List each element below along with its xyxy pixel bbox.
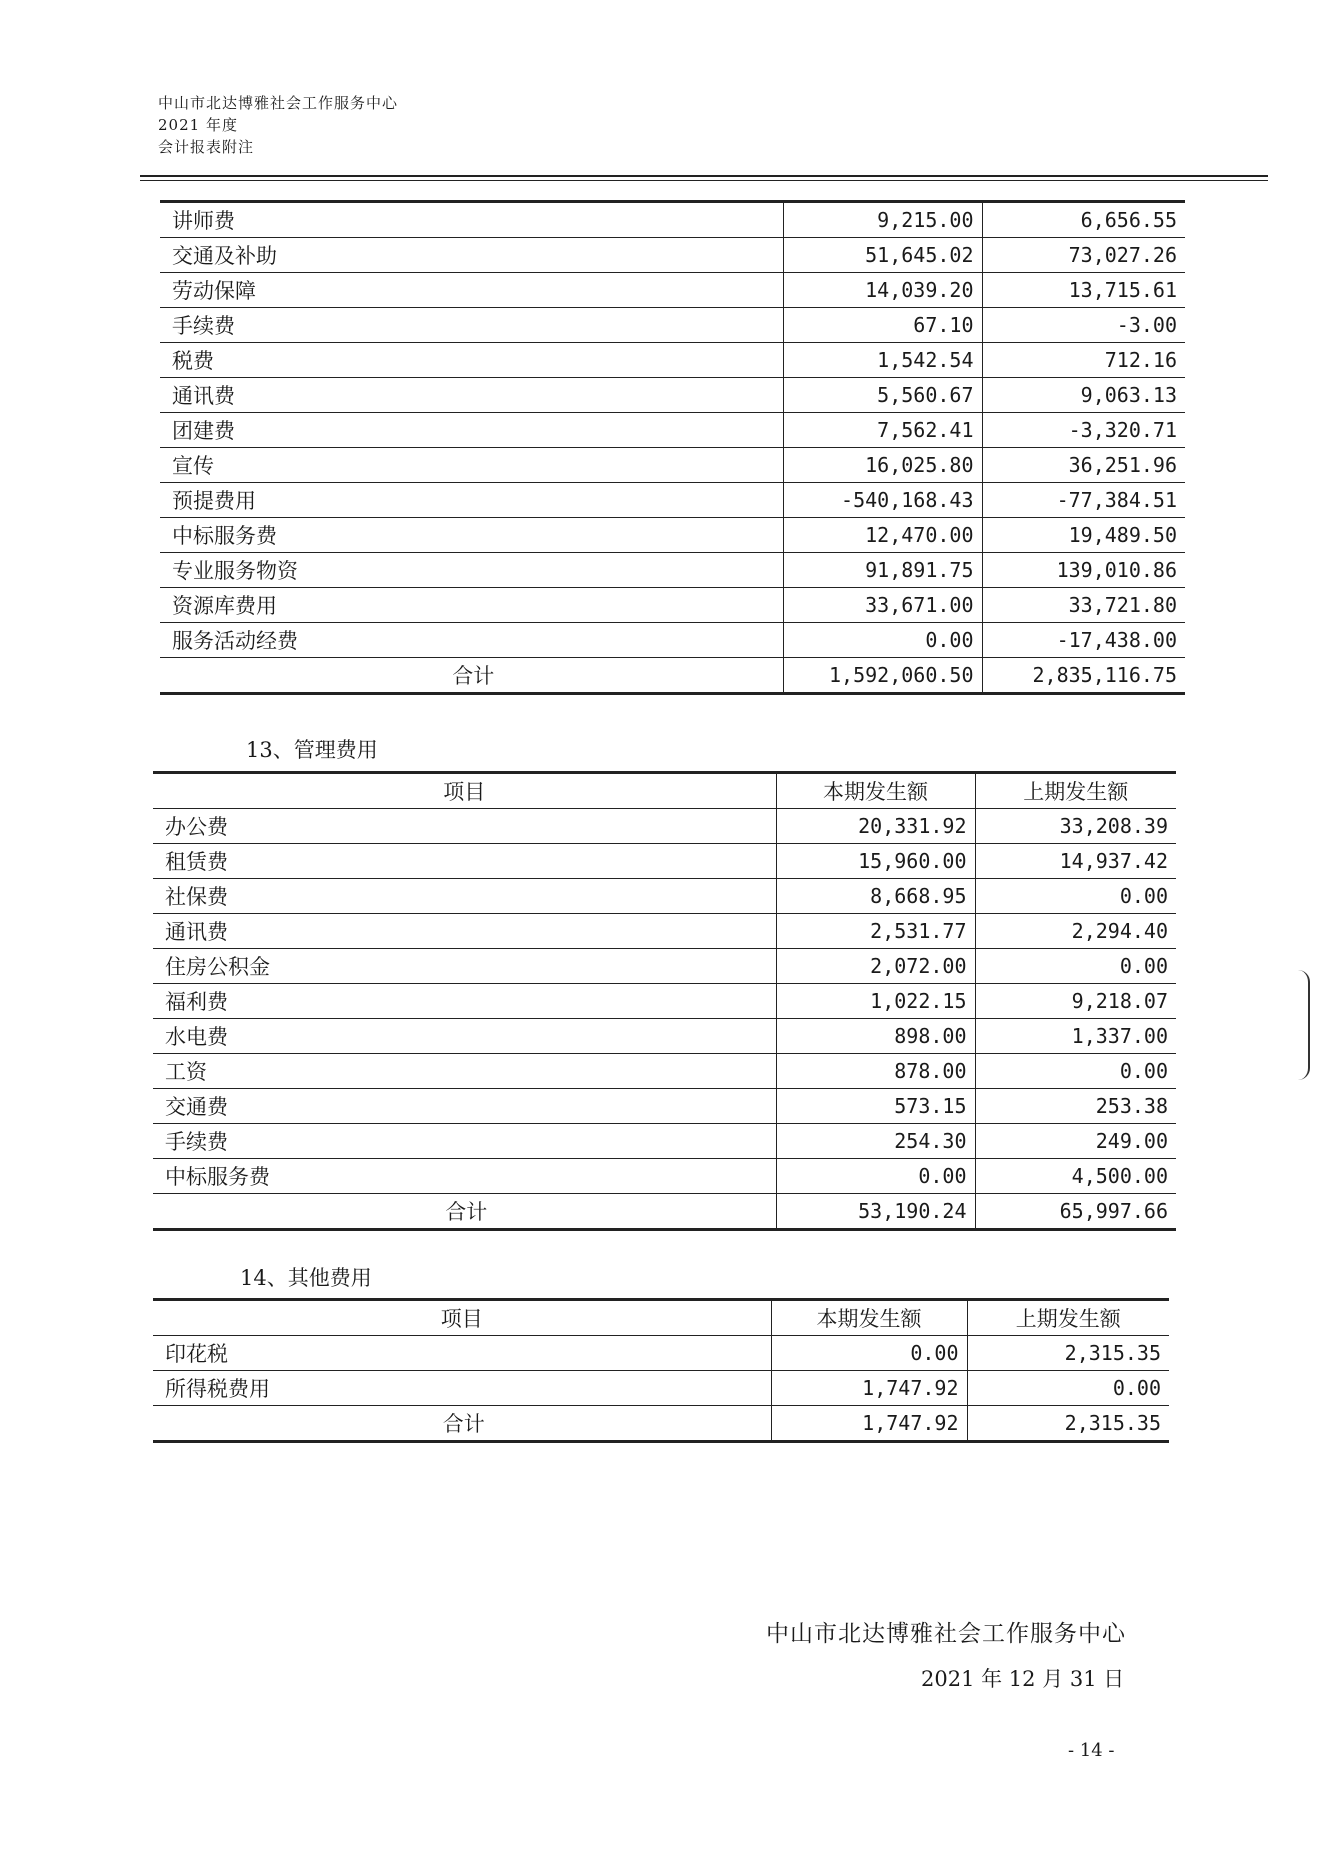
- row-item-name: 服务活动经费: [160, 623, 783, 658]
- row-item-name: 预提费用: [160, 483, 783, 518]
- table-row: [160, 273, 1185, 308]
- row-prior-amount: -77,384.51: [982, 483, 1185, 518]
- row-item-name: 社保费: [153, 879, 776, 914]
- col-header-item: 项目: [153, 773, 776, 809]
- row-item-name: 交通费: [153, 1089, 776, 1124]
- row-current-amount: 878.00: [776, 1054, 975, 1089]
- row-current-amount: 67.10: [783, 308, 982, 343]
- header-year: 2021 年度: [158, 116, 238, 134]
- other-expense-table: [153, 1298, 1169, 1443]
- row-current-amount: 0.00: [783, 623, 982, 658]
- row-current-amount: 14,039.20: [783, 273, 982, 308]
- col-header-prior: 上期发生额: [967, 1300, 1169, 1336]
- table-row: [153, 1336, 1169, 1371]
- admin-expense-table: [153, 771, 1176, 1231]
- table-row: [160, 448, 1185, 483]
- row-prior-amount: 0.00: [975, 879, 1176, 914]
- row-current-amount: 16,025.80: [783, 448, 982, 483]
- total-current-amount: 53,190.24: [776, 1194, 975, 1230]
- row-item-name: 宣传: [160, 448, 783, 483]
- header-org: 中山市北达博雅社会工作服务中心: [158, 94, 399, 112]
- row-current-amount: 898.00: [776, 1019, 975, 1054]
- row-prior-amount: -3.00: [982, 308, 1185, 343]
- row-current-amount: -540,168.43: [783, 483, 982, 518]
- row-prior-amount: 0.00: [967, 1371, 1169, 1406]
- row-current-amount: 20,331.92: [776, 809, 975, 844]
- table-row: [160, 343, 1185, 378]
- table-row: [153, 1054, 1176, 1089]
- footer-date: 2021 年 12 月 31 日: [921, 1667, 1125, 1691]
- table-header-row: [153, 1300, 1169, 1336]
- row-prior-amount: 9,218.07: [975, 984, 1176, 1019]
- table-row: [153, 1019, 1176, 1054]
- table-total-row: [153, 1194, 1176, 1230]
- table-body: [153, 773, 1176, 1230]
- row-item-name: 印花税: [153, 1336, 771, 1371]
- document-header: [158, 92, 398, 158]
- row-prior-amount: 73,027.26: [982, 238, 1185, 273]
- row-current-amount: 8,668.95: [776, 879, 975, 914]
- table-row: [160, 378, 1185, 413]
- row-item-name: 专业服务物资: [160, 553, 783, 588]
- table-row: [153, 879, 1176, 914]
- row-prior-amount: 1,337.00: [975, 1019, 1176, 1054]
- header-doc-title: 会计报表附注: [158, 138, 255, 156]
- col-header-current: 本期发生额: [776, 773, 975, 809]
- total-prior-amount: 2,835,116.75: [982, 658, 1185, 694]
- row-item-name: 通讯费: [153, 914, 776, 949]
- row-prior-amount: 4,500.00: [975, 1159, 1176, 1194]
- table-total-row: [153, 1406, 1169, 1442]
- row-item-name: 福利费: [153, 984, 776, 1019]
- row-item-name: 水电费: [153, 1019, 776, 1054]
- header-rule-thin: [140, 180, 1268, 181]
- row-prior-amount: -3,320.71: [982, 413, 1185, 448]
- row-current-amount: 1,022.15: [776, 984, 975, 1019]
- row-item-name: 办公费: [153, 809, 776, 844]
- row-prior-amount: 9,063.13: [982, 378, 1185, 413]
- table-row: [153, 1089, 1176, 1124]
- table-row: [160, 553, 1185, 588]
- row-prior-amount: 6,656.55: [982, 202, 1185, 238]
- table-row: [153, 1159, 1176, 1194]
- table-row: [153, 949, 1176, 984]
- page-number: - 14 -: [1068, 1740, 1115, 1761]
- section-14-title: 14、其他费用: [240, 1266, 372, 1290]
- row-item-name: 手续费: [160, 308, 783, 343]
- footer-org-signature: 中山市北达博雅社会工作服务中心: [766, 1621, 1126, 1647]
- table-row: [153, 1124, 1176, 1159]
- row-prior-amount: -17,438.00: [982, 623, 1185, 658]
- row-prior-amount: 36,251.96: [982, 448, 1185, 483]
- row-item-name: 交通及补助: [160, 238, 783, 273]
- row-prior-amount: 712.16: [982, 343, 1185, 378]
- total-current-amount: 1,592,060.50: [783, 658, 982, 694]
- row-item-name: 手续费: [153, 1124, 776, 1159]
- row-item-name: 通讯费: [160, 378, 783, 413]
- total-prior-amount: 65,997.66: [975, 1194, 1176, 1230]
- table-body: [153, 1300, 1169, 1442]
- row-prior-amount: 2,294.40: [975, 914, 1176, 949]
- row-current-amount: 2,531.77: [776, 914, 975, 949]
- header-rule-thick: [140, 175, 1268, 177]
- row-prior-amount: 0.00: [975, 1054, 1176, 1089]
- row-item-name: 讲师费: [160, 202, 783, 238]
- total-label: 合计: [153, 1406, 771, 1442]
- row-current-amount: 5,560.67: [783, 378, 982, 413]
- row-prior-amount: 19,489.50: [982, 518, 1185, 553]
- total-current-amount: 1,747.92: [771, 1406, 967, 1442]
- table-row: [153, 984, 1176, 1019]
- row-item-name: 租赁费: [153, 844, 776, 879]
- table-row: [153, 914, 1176, 949]
- row-prior-amount: 2,315.35: [967, 1336, 1169, 1371]
- row-prior-amount: 33,208.39: [975, 809, 1176, 844]
- row-item-name: 中标服务费: [153, 1159, 776, 1194]
- col-header-current: 本期发生额: [771, 1300, 967, 1336]
- row-prior-amount: 14,937.42: [975, 844, 1176, 879]
- row-current-amount: 0.00: [771, 1336, 967, 1371]
- total-label: 合计: [160, 658, 783, 694]
- total-label: 合计: [153, 1194, 776, 1230]
- row-prior-amount: 0.00: [975, 949, 1176, 984]
- row-current-amount: 254.30: [776, 1124, 975, 1159]
- row-current-amount: 12,470.00: [783, 518, 982, 553]
- col-header-prior: 上期发生额: [975, 773, 1176, 809]
- row-prior-amount: 33,721.80: [982, 588, 1185, 623]
- table-row: [160, 202, 1185, 238]
- table-row: [153, 1371, 1169, 1406]
- table-row: [160, 518, 1185, 553]
- table-row: [160, 588, 1185, 623]
- binding-edge-mark: [1298, 970, 1310, 1080]
- table-row: [153, 844, 1176, 879]
- table-body: [160, 202, 1185, 694]
- row-prior-amount: 253.38: [975, 1089, 1176, 1124]
- row-item-name: 资源库费用: [160, 588, 783, 623]
- row-item-name: 劳动保障: [160, 273, 783, 308]
- row-item-name: 工资: [153, 1054, 776, 1089]
- row-prior-amount: 139,010.86: [982, 553, 1185, 588]
- row-current-amount: 7,562.41: [783, 413, 982, 448]
- row-prior-amount: 13,715.61: [982, 273, 1185, 308]
- col-header-item: 项目: [153, 1300, 771, 1336]
- table-row: [160, 623, 1185, 658]
- row-current-amount: 2,072.00: [776, 949, 975, 984]
- row-current-amount: 33,671.00: [783, 588, 982, 623]
- table-total-row: [160, 658, 1185, 694]
- table-header-row: [153, 773, 1176, 809]
- row-item-name: 团建费: [160, 413, 783, 448]
- section-13-title: 13、管理费用: [246, 738, 378, 762]
- row-current-amount: 573.15: [776, 1089, 975, 1124]
- total-prior-amount: 2,315.35: [967, 1406, 1169, 1442]
- row-current-amount: 1,542.54: [783, 343, 982, 378]
- row-current-amount: 91,891.75: [783, 553, 982, 588]
- table-row: [160, 308, 1185, 343]
- table-row: [160, 483, 1185, 518]
- row-item-name: 所得税费用: [153, 1371, 771, 1406]
- row-item-name: 税费: [160, 343, 783, 378]
- row-current-amount: 9,215.00: [783, 202, 982, 238]
- row-prior-amount: 249.00: [975, 1124, 1176, 1159]
- table-row: [153, 809, 1176, 844]
- row-item-name: 住房公积金: [153, 949, 776, 984]
- table-row: [160, 238, 1185, 273]
- row-current-amount: 51,645.02: [783, 238, 982, 273]
- table-row: [160, 413, 1185, 448]
- row-current-amount: 0.00: [776, 1159, 975, 1194]
- row-current-amount: 15,960.00: [776, 844, 975, 879]
- row-current-amount: 1,747.92: [771, 1371, 967, 1406]
- business-activity-cost-table: [160, 200, 1185, 695]
- row-item-name: 中标服务费: [160, 518, 783, 553]
